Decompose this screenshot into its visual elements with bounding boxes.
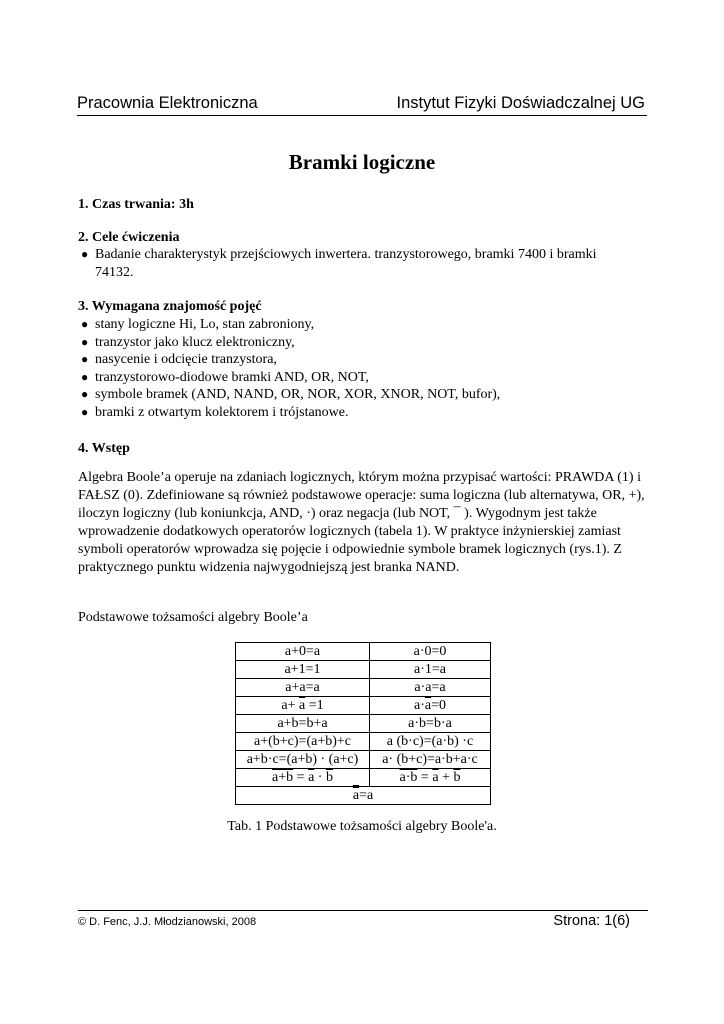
- table-cell-negation: $a+ \overline{a} =1$: [236, 697, 370, 715]
- bullet-icon: ●: [81, 352, 89, 367]
- list-item: ● symbole bramek (AND, NAND, OR, NOR, XOR, XNOR, NOT, bufor),: [81, 387, 501, 403]
- table-row: [236, 769, 491, 787]
- table-row: [236, 697, 491, 715]
- section-3-list: [78, 316, 638, 422]
- table-cell-negation: $a\cdot\overline{a}=0$: [370, 697, 491, 715]
- table-row: [236, 679, 491, 697]
- table-row: [236, 715, 491, 733]
- bullet-icon: ●: [81, 334, 89, 349]
- bullet-icon: ●: [81, 369, 89, 384]
- table-cell: a+a=a: [236, 679, 370, 697]
- list-item: ● Badanie charakterystyk przejściowych inwertera. tranzystorowego, bramki 7400 i bramki 74132.: [81, 247, 597, 280]
- footer-copyright: © D. Fenc, J.J. Młodzianowski, 2008: [78, 916, 257, 928]
- page-title: Bramki logiczne: [288, 150, 436, 174]
- page-number: Strona: 1(6): [553, 913, 630, 929]
- table-intro: Podstawowe tożsamości algebry Boole’a: [78, 610, 308, 625]
- page-header: [77, 93, 647, 116]
- table-cell: a+0=a: [236, 643, 370, 661]
- table-cell: a· (b+c)=a·b+a·c: [370, 751, 491, 769]
- table-cell-double-negation: a=a: [236, 787, 491, 805]
- header-left: Pracownia Elektroniczna: [77, 94, 258, 112]
- bullet-icon: ●: [81, 317, 89, 331]
- footer-divider: [78, 910, 648, 911]
- table-cell: a·b=b·a: [370, 715, 491, 733]
- table-cell: a+b·c=(a+b) · (a+c): [236, 751, 370, 769]
- identities-table: [235, 642, 491, 805]
- section-4-heading: 4. Wstęp: [78, 441, 130, 456]
- table-cell: a+(b+c)=(a+b)+c: [236, 733, 370, 751]
- table-row: [236, 733, 491, 751]
- list-item: ● tranzystor jako klucz elektroniczny,: [81, 334, 295, 350]
- list-item: ● bramki z otwartym kolektorem i trójstanowe.: [81, 404, 349, 420]
- list-item: ● tranzystorowo-diodowe bramki AND, OR, NOT,: [81, 369, 369, 385]
- table-row: [236, 787, 491, 805]
- bullet-icon: ●: [81, 404, 89, 419]
- list-item: ● stany logiczne Hi, Lo, stan zabroniony,: [81, 317, 315, 332]
- table-caption: Tab. 1 Podstawowe tożsamości algebry Boole'a.: [227, 819, 497, 834]
- section-2-heading: 2. Cele ćwiczenia: [78, 230, 180, 245]
- intro-paragraph: Algebra Boole’a operuje na zdaniach logicznych, którym można przypisać wartości: PRAWDA (1) i FAŁSZ (0). Zdefiniowane są również podstawowe operacje: suma logiczna (lub alternatywa, OR, +), iloczyn logiczny (lub koniunkcja, AND, ·) oraz negacja (lub NOT, ¯ ). Wygodnym jest także wprowadzenie dodatkowych operatorów logicznych (tabela 1). W praktyce inżynierskiej zamiast symboli operatorów wprowadza się pojęcie i odpowiednie symbole bramek logicznych (rys.1). Z praktycznego punktu widzenia najwygodniejszą jest branka NAND.: [78, 470, 645, 575]
- table-cell-de-morgan-2: $a\cdot b = \overline{a} + \overline{b}$: [370, 769, 491, 787]
- header-right: Instytut Fizyki Doświadczalnej UG: [396, 94, 645, 112]
- bullet-icon: ●: [81, 247, 89, 261]
- table-cell: a+1=1: [236, 661, 370, 679]
- list-item: ● nasycenie i odcięcie tranzystora,: [81, 352, 277, 368]
- table-cell: a (b·c)=(a·b) ·c: [370, 733, 491, 751]
- table-cell: a·a=a: [370, 679, 491, 697]
- table-row: [236, 751, 491, 769]
- table-cell: a+b=b+a: [236, 715, 370, 733]
- section-1-heading: 1. Czas trwania: 3h: [78, 197, 194, 212]
- table-row: [236, 643, 491, 661]
- table-row: [236, 661, 491, 679]
- section-3-heading: 3. Wymagana znajomość pojęć: [78, 299, 262, 314]
- section-2-list: [78, 246, 638, 281]
- table-cell: a·1=a: [370, 661, 491, 679]
- table-cell-de-morgan-1: $a+b = \overline{a} \cdot \overline{b}$: [236, 769, 370, 787]
- table-cell: a·0=0: [370, 643, 491, 661]
- bullet-icon: ●: [81, 387, 89, 402]
